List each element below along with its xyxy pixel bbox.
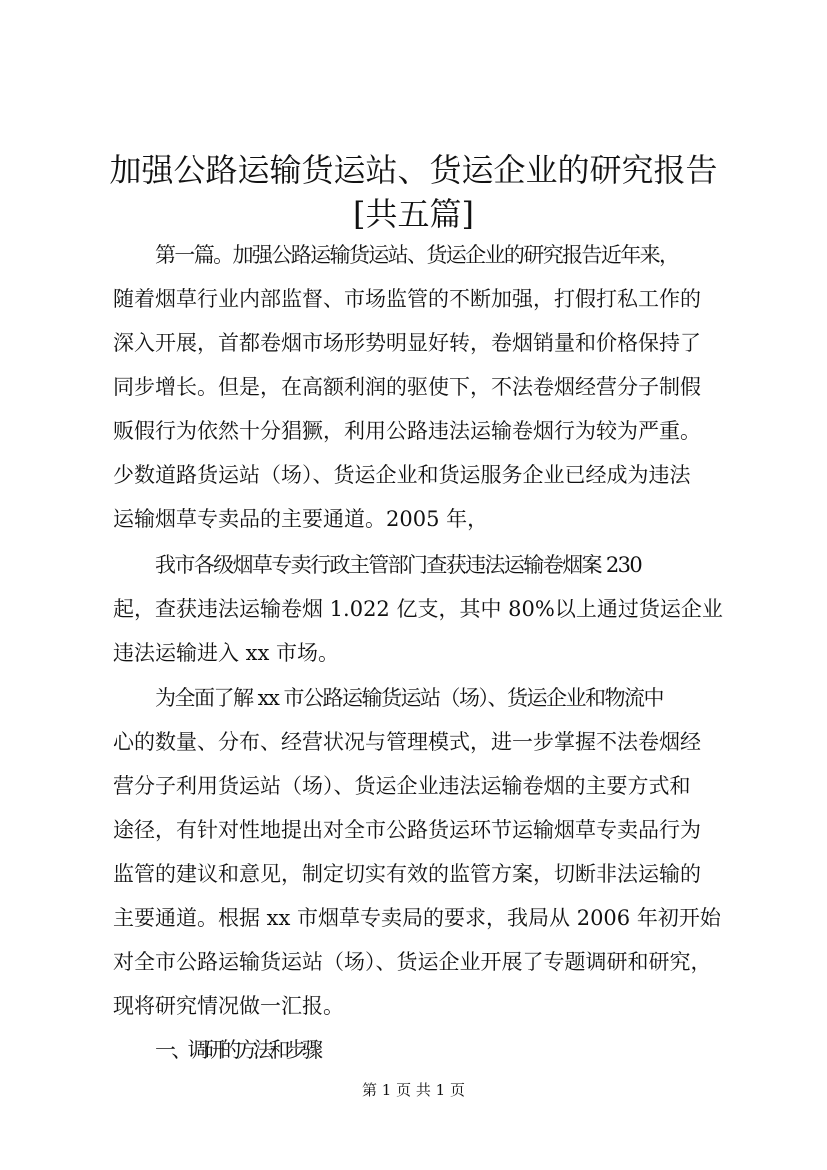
paragraph-3-line-7: 对全市公路运输货运站（场）、货运企业开展了专题调研和研究， bbox=[113, 950, 712, 974]
paragraph-3-line-5: 监管的建议和意见，制定切实有效的监管方案，切断非法运输的 bbox=[113, 862, 701, 886]
paragraph-3-line-1: 为全面了解 xx 市公路运输货运站（场）、货运企业和物流中 bbox=[155, 686, 664, 710]
paragraph-3-line-6: 主要通道。根据 xx 市烟草专卖局的要求，我局从 2006 年初开始 bbox=[113, 906, 721, 930]
paragraph-1-line-5: 贩假行为依然十分猖獗，利用公路违法运输卷烟行为较为严重。 bbox=[113, 419, 701, 443]
paragraph-3-line-3: 营分子利用货运站（场）、货运企业违法运输卷烟的主要方式和 bbox=[113, 774, 691, 798]
paragraph-1-line-3: 深入开展，首都卷烟市场形势明显好转，卷烟销量和价格保持了 bbox=[113, 331, 701, 355]
page-number-label: 第 1 页 共 1 页 bbox=[362, 1081, 465, 1099]
paragraph-3-line-2: 心的数量、分布、经营状况与管理模式，进一步掌握不法卷烟经 bbox=[113, 730, 701, 754]
paragraph-3-line-8: 现将研究情况做一汇报。 bbox=[113, 994, 344, 1018]
paragraph-1-line-2: 随着烟草行业内部监督、市场监管的不断加强，打假打私工作的 bbox=[113, 287, 701, 311]
paragraph-2-line-3: 违法运输进入 xx 市场。 bbox=[113, 641, 340, 665]
paragraph-3-line-4: 途径，有针对性地提出对全市公路货运环节运输烟草专卖品行为 bbox=[113, 818, 701, 842]
document-title-line-2: [共五篇] bbox=[353, 195, 474, 233]
section-heading: 一、调研的方法和步骤 bbox=[155, 1038, 319, 1062]
paragraph-1-line-6: 少数道路货运站（场）、货运企业和货运服务企业已经成为违法 bbox=[113, 463, 691, 487]
paragraph-1-line-1: 第一篇。加强公路运输货运站、货运企业的研究报告近年来， bbox=[155, 243, 679, 267]
page-footer bbox=[0, 1080, 827, 1100]
paragraph-1-line-4: 同步增长。但是，在高额利润的驱使下，不法卷烟经营分子制假 bbox=[113, 375, 701, 399]
paragraph-2-line-2: 起，查获违法运输卷烟 1.022 亿支，其中 80%以上通过货运企业 bbox=[113, 597, 723, 621]
document-title-line-1: 加强公路运输货运站、货运企业的研究报告 bbox=[109, 151, 718, 189]
paragraph-1-line-7: 运输烟草专卖品的主要通道。2005 年， bbox=[113, 507, 489, 531]
paragraph-2-line-1: 我市各级烟草专卖行政主管部门查获违法运输卷烟案 230 bbox=[155, 553, 642, 577]
